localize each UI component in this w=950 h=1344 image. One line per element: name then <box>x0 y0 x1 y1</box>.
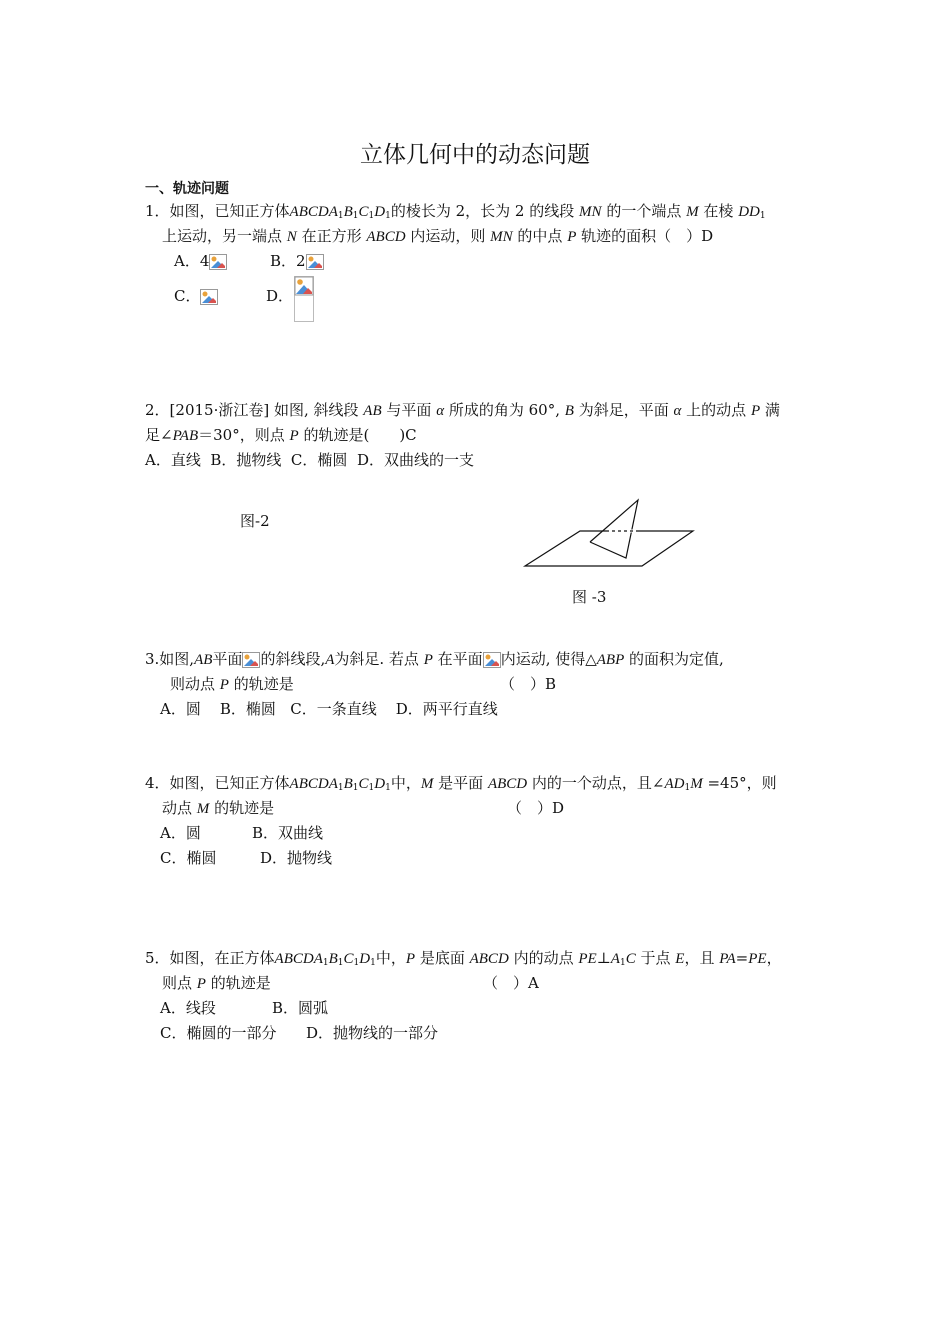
text: 的轨迹是 <box>210 974 271 992</box>
figure-2-caption: 图-2 <box>240 512 270 530</box>
question-4-answer: （ ）D <box>507 799 565 817</box>
text: 于点 <box>640 949 671 967</box>
math: PE <box>748 951 767 967</box>
subscript: 1 <box>619 958 626 968</box>
question-4-option-d: D．抛物线 <box>260 849 333 867</box>
text: 2．[2015·浙江卷] 如图, 斜线段 <box>145 401 359 419</box>
math: ABCDA <box>289 204 338 220</box>
math: N <box>286 229 297 245</box>
question-1-option-a <box>174 251 227 271</box>
text: 在正方形 <box>301 227 362 245</box>
text: 是平面 <box>438 774 484 792</box>
broken-image-icon <box>209 254 227 270</box>
subscript: 1 <box>368 211 375 221</box>
math: P <box>750 403 761 419</box>
subscript: 1 <box>337 783 344 793</box>
text: 为斜足. 若点 <box>334 650 419 668</box>
text: 的轨迹是( )C <box>303 426 417 444</box>
text: 上运动，另一端点 <box>162 227 283 245</box>
question-4-line-2 <box>162 798 274 819</box>
question-4-option-b: B．双曲线 <box>252 824 324 842</box>
text: 的轨迹是 <box>214 799 275 817</box>
subscript: 1 <box>337 958 344 968</box>
question-5-option-c: C．椭圆的一部分 <box>160 1024 277 1042</box>
question-5-option-b: B．圆弧 <box>272 999 329 1017</box>
broken-image-icon <box>242 652 260 668</box>
math: P <box>423 652 433 668</box>
question-5-line-2 <box>162 973 271 994</box>
math: ABCDA <box>274 951 323 967</box>
option-label: C． <box>174 287 201 305</box>
question-3-line-2 <box>170 674 294 695</box>
question-5-option-a: A．线段 <box>160 999 216 1017</box>
math: C <box>625 951 636 967</box>
math: D <box>374 204 386 220</box>
option-label: A．4 <box>174 252 210 270</box>
math: P <box>196 976 206 992</box>
math: M <box>690 776 703 792</box>
symbol: ⊥ <box>596 949 611 967</box>
math: ABCDA <box>289 776 338 792</box>
question-1-option-c <box>174 286 218 306</box>
question-1-line-2 <box>162 226 713 247</box>
text: 内的一个动点，且∠ <box>531 774 665 792</box>
math: ABCD <box>366 229 406 245</box>
text: 足∠ <box>145 426 173 444</box>
text: 的一个端点 <box>606 202 682 220</box>
question-2-options: A．直线 B．抛物线 C．椭圆 D．双曲线的一支 <box>145 451 474 469</box>
text: =45°，则 <box>707 774 777 792</box>
text: 的轨迹是 <box>233 675 294 693</box>
math: PE <box>578 951 597 967</box>
text: ＝30°，则点 <box>198 426 285 444</box>
subscript: 1 <box>337 211 344 221</box>
question-3-line-1 <box>145 649 724 670</box>
option-label: D． <box>266 287 294 305</box>
text: 的中点 <box>517 227 563 245</box>
text: 平面 <box>212 650 243 668</box>
math: E <box>675 951 685 967</box>
math: M <box>686 204 699 220</box>
text: 在棱 <box>703 202 734 220</box>
text: 内运动，则 <box>410 227 486 245</box>
text: 动点 <box>162 799 193 817</box>
broken-image-icon <box>306 254 324 270</box>
text: ， <box>766 949 782 967</box>
question-4-line-1 <box>145 773 777 794</box>
question-2-line-1 <box>145 400 780 421</box>
math: α <box>436 403 445 419</box>
question-4-option-c: C．椭圆 <box>160 849 217 867</box>
math: M <box>420 776 434 792</box>
text: 1．如图，已知正方体 <box>145 202 290 220</box>
text: 满 <box>764 401 780 419</box>
subscript: 1 <box>322 958 329 968</box>
math: C <box>358 204 369 220</box>
text: 则动点 <box>170 675 216 693</box>
text: 与平面 <box>386 401 432 419</box>
text: ，且 <box>684 949 715 967</box>
broken-image-icon <box>294 276 314 322</box>
subscript: 1 <box>385 211 391 221</box>
text: 上的动点 <box>686 401 747 419</box>
question-4-option-a: A．圆 <box>160 824 201 842</box>
text: 轨迹的面积（ ）D <box>581 227 714 245</box>
math: AB <box>194 652 213 668</box>
math: C <box>358 776 369 792</box>
math: B <box>564 403 574 419</box>
math: PA <box>719 951 736 967</box>
text: 内的动点 <box>513 949 574 967</box>
subscript: 1 <box>368 783 375 793</box>
math: A <box>610 951 620 967</box>
math: P <box>405 951 416 967</box>
subscript: 1 <box>684 783 691 793</box>
text: 是底面 <box>419 949 465 967</box>
figure-3-plane-diagram <box>520 496 700 572</box>
text: 的面积为定值, <box>629 650 724 668</box>
question-1-option-d <box>266 286 293 306</box>
question-1-line-1 <box>145 201 766 222</box>
subscript: 1 <box>353 958 360 968</box>
math: C <box>343 951 354 967</box>
text: 在平面 <box>437 650 483 668</box>
subscript: 1 <box>385 783 391 793</box>
math: MN <box>579 204 602 220</box>
question-3-options: A．圆 B．椭圆 C．一条直线 D．两平行直线 <box>160 700 498 718</box>
math: P <box>219 677 229 693</box>
math: P <box>567 229 577 245</box>
question-5-option-d: D．抛物线的一部分 <box>306 1024 439 1042</box>
section-heading: 一、轨迹问题 <box>145 181 229 197</box>
subscript: 1 <box>759 211 766 221</box>
text: 中， <box>375 949 406 967</box>
math: B <box>343 204 353 220</box>
math: PAB <box>172 428 199 444</box>
question-5-answer: （ ）A <box>483 974 539 992</box>
text: 中， <box>390 774 421 792</box>
math: ABCD <box>487 776 528 792</box>
text: 的斜线段, <box>260 650 326 668</box>
subscript: 1 <box>352 211 359 221</box>
subscript: 1 <box>370 958 376 968</box>
question-1-option-b <box>270 251 324 271</box>
math: M <box>196 801 210 817</box>
page-title: 立体几何中的动态问题 <box>360 142 590 168</box>
math: ABCD <box>469 951 509 967</box>
math: D <box>374 776 386 792</box>
math: DD <box>738 204 760 220</box>
math: ABP <box>596 652 625 668</box>
math: P <box>289 428 299 444</box>
math: AB <box>363 403 382 419</box>
text: 4．如图，已知正方体 <box>145 774 290 792</box>
figure-3-caption: 图 -3 <box>572 588 607 606</box>
symbol: = <box>735 949 749 967</box>
text: 3.如图, <box>145 650 195 668</box>
math: α <box>673 403 682 419</box>
broken-image-icon <box>483 652 501 668</box>
text: 为斜足，平面 <box>578 401 669 419</box>
broken-image-icon <box>200 289 218 305</box>
subscript: 1 <box>352 783 359 793</box>
question-3-answer: （ ）B <box>500 675 557 693</box>
math: AD <box>664 776 685 792</box>
text: 的棱长为 2，长为 2 的线段 <box>390 202 575 220</box>
math: MN <box>490 229 513 245</box>
math: D <box>359 951 371 967</box>
math: B <box>343 776 353 792</box>
question-5-line-1 <box>145 948 782 969</box>
question-2-line-2 <box>145 425 417 446</box>
text: 所成的角为 60°, <box>448 401 560 419</box>
text: 5．如图，在正方体 <box>145 949 275 967</box>
option-label: B．2 <box>270 252 306 270</box>
text: 内运动, 使得△ <box>500 650 597 668</box>
math: A <box>325 652 335 668</box>
text: 则点 <box>162 974 193 992</box>
math: B <box>328 951 338 967</box>
